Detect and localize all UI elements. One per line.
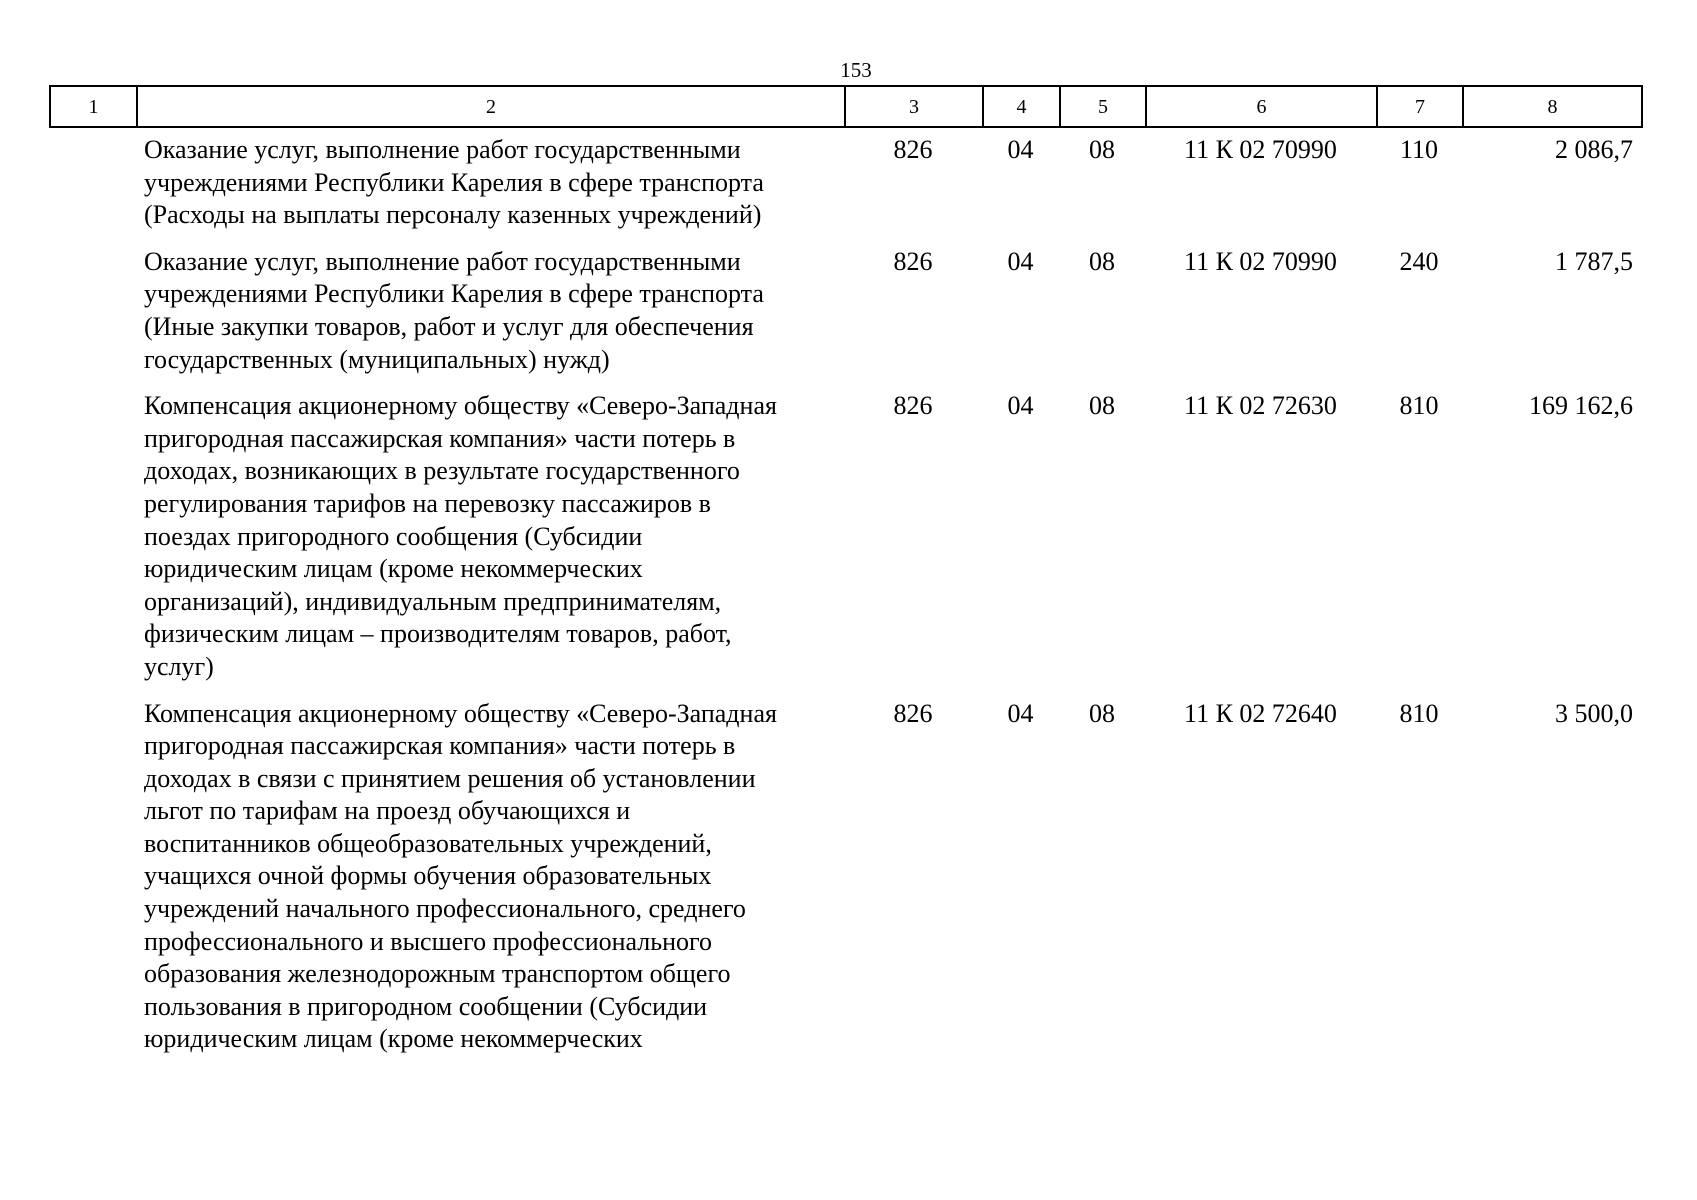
cell-amount: 169 162,6 <box>1529 391 1633 421</box>
cell-col-4: 04 <box>1007 391 1034 421</box>
header-col-2: 2 <box>137 86 845 127</box>
cell-col-5: 08 <box>1089 391 1115 421</box>
cell-description: Компенсация акционерному обществу «Северо-Западная пригородная пассажирская компания» части потерь в доходах в связи с принятием решения об установлении льгот по тарифам на проезд обучающихся и воспитанников общеобразовательных учреждений, учащихся очной формы обучения образовательных учреждений начального профессионального, среднего профессионального и высшего профессионального образования железнодорожным транспортом общего пользования в пригородном сообщении (Субсидии юридическим лицам (кроме некоммерческих <box>144 698 777 1054</box>
cell-col-3: 826 <box>893 698 933 728</box>
cell-col-4: 04 <box>1007 698 1034 728</box>
header-col-1: 1 <box>50 86 137 127</box>
cell-description: Оказание услуг, выполнение работ государственными учреждениями Республики Карелия в сфере транспорта (Иные закупки товаров, работ и услуг для обеспечения государственных (муниципальных) нужд) <box>144 246 764 374</box>
header-col-4: 4 <box>983 86 1060 127</box>
header-col-7: 7 <box>1377 86 1463 127</box>
cell-col-3: 826 <box>893 246 933 276</box>
cell-col-5: 08 <box>1089 135 1115 164</box>
cell-col-3: 826 <box>893 391 933 421</box>
column-number-header <box>49 85 1643 128</box>
cell-description: Оказание услуг, выполнение работ государственными учреждениями Республики Карелия в сфере транспорта (Расходы на выплаты персоналу казенных учреждений) <box>144 135 764 230</box>
header-col-5: 5 <box>1060 86 1146 127</box>
cell-amount: 2 086,7 <box>1555 135 1633 164</box>
cell-col-4: 04 <box>1007 246 1034 276</box>
cell-col-5: 08 <box>1089 698 1115 728</box>
cell-col-7: 810 <box>1399 391 1439 421</box>
table-row <box>49 246 1641 376</box>
cell-col-3: 826 <box>893 135 933 164</box>
cell-col-7: 110 <box>1399 135 1439 164</box>
page-number: 153 <box>840 58 872 82</box>
table-row <box>49 134 1641 232</box>
cell-amount: 3 500,0 <box>1555 698 1633 728</box>
cell-description: Компенсация акционерному обществу «Северо-Западная пригородная пассажирская компания» части потерь в доходах, возникающих в результате государственного регулирования тарифов на перевозку пассажиров в поездах пригородного сообщения (Субсидии юридическим лицам (кроме некоммерческих организаций), индивидуальным предпринимателям, физическим лицам – производителям товаров, работ, услуг) <box>144 391 777 681</box>
header-col-3: 3 <box>845 86 983 127</box>
cell-col-7: 810 <box>1399 698 1439 728</box>
cell-col-6: 11 К 02 70990 <box>1184 135 1337 164</box>
table-row <box>49 390 1641 683</box>
cell-col-6: 11 К 02 72640 <box>1184 698 1337 728</box>
cell-col-6: 11 К 02 72630 <box>1184 391 1337 421</box>
cell-col-4: 04 <box>1007 135 1034 164</box>
table-body <box>49 134 1641 1070</box>
cell-amount: 1 787,5 <box>1555 246 1633 276</box>
cell-col-6: 11 К 02 70990 <box>1184 246 1337 276</box>
cell-col-5: 08 <box>1089 246 1115 276</box>
header-col-8: 8 <box>1463 86 1642 127</box>
cell-col-7: 240 <box>1399 246 1439 276</box>
header-col-6: 6 <box>1146 86 1377 127</box>
table-row <box>49 698 1641 1057</box>
